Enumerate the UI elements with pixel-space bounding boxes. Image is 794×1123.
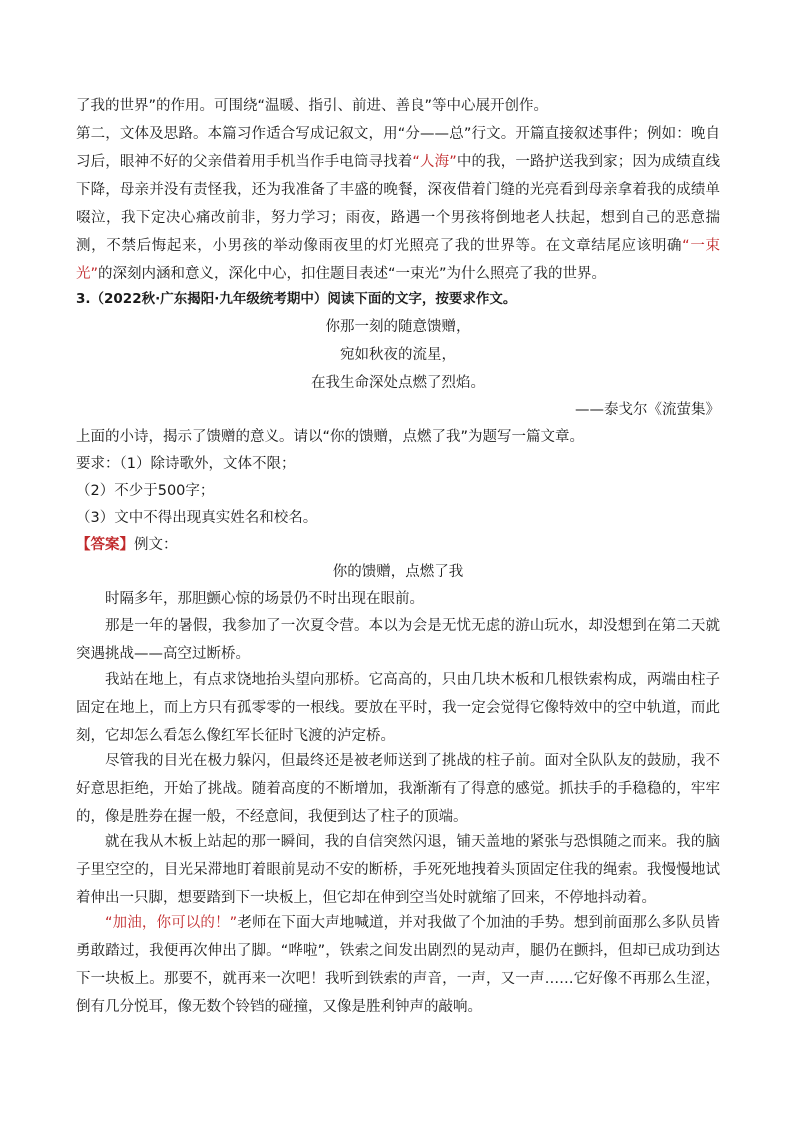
poem-line-2: 宛如秋夜的流星， [340, 347, 456, 363]
essay-title: 你的馈赠，点燃了我 [332, 564, 464, 580]
highlight-yishuguang: “一束光” [76, 238, 720, 282]
highlight-renhai: “人海” [412, 154, 457, 170]
essay-paragraph-4: 尽管我的目光在极力躲闪，但最终还是被老师送到了挑战的柱子前。面对全队队友的鼓励，我不好意思拒绝，开始了挑战。随着高度的不断增加，我渐渐有了得意的感觉。抓扶手的手稳稳的，牢牢的，像是胜券在握一般，不经意间，我便到达了柱子的顶端。 [76, 753, 720, 825]
requirement-1: 要求：（1）除诗歌外，文体不限； [76, 456, 296, 472]
writing-prompt: 上面的小诗，揭示了馈赠的意义。请以“你的馈赠，点燃了我”为题写一篇文章。 [76, 429, 585, 445]
analysis-text-b: 中的我，一路护送我到家；因为成绩直线下降，母亲并没有责怪我，还为我准备了丰盛的晚餐，深夜借着门缝的光亮看到母亲拿着我的成绩单啜泣，我下定决心痛改前非，努力学习；雨夜，路遇一个男孩将倒地老人扶起，想到自己的恶意揣测，不禁后悔起来，小男孩的举动像雨夜里的灯光照亮了我的世界等。在文章结尾应该明确 [76, 154, 721, 254]
essay-paragraph-1: 时隔多年，那胆颤心惊的场景仍不时出现在眼前。 [105, 591, 424, 607]
answer-tag-after: 例文： [134, 537, 178, 553]
essay-paragraph-2: 那是一年的暑假，我参加了一次夏令营。本以为会是无忧无虑的游山玩水，却没想到在第二天就突遇挑战——高空过断桥。 [76, 618, 720, 662]
requirement-3: （3）文中不得出现真实姓名和校名。 [76, 510, 318, 526]
continuation-text: 了我的世界”的作用。可围绕“温暖、指引、前进、善良”等中心展开创作。 [76, 98, 549, 114]
highlight-jiayou: “加油，你可以的！” [105, 915, 238, 931]
question-heading: 3.（2022秋·广东揭阳·九年级统考期中）阅读下面的文字，按要求作文。 [76, 291, 517, 307]
requirement-2: （2）不少于500字； [76, 483, 215, 499]
essay-paragraph-3: 我站在地上，有点求饶地抬头望向那桥。它高高的，只由几块木板和几根铁索构成，两端由柱子固定在地上，而上方只有孤零零的一根线。要放在平时，我一定会觉得它像特效中的空中轨道，而此刻，它却怎么看怎么像红军长征时飞渡的泸定桥。 [76, 672, 720, 744]
essay-paragraph-5: 就在我从木板上站起的那一瞬间，我的自信突然闪退，铺天盖地的紧张与恐惧随之而来。我的脑子里空空的，目光呆滞地盯着眼前晃动不安的断桥，手死死地拽着头顶固定住我的绳索。我慢慢地试着伸出一只脚，想要踏到下一块板上，但它却在伸到空当处时就缩了回来，不停地抖动着。 [76, 834, 720, 906]
analysis-text-a: 第二，文体及思路。本篇习作适合写成记叙文，用“分——总”行文。开篇直接叙述事件；例如：晚自习后，眼神不好的父亲借着用手机当作手电筒寻找着 [76, 126, 720, 170]
analysis-paragraph [76, 120, 720, 288]
essay-paragraph-6-text: 老师在下面大声地喊道，并对我做了个加油的手势。想到前面那么多队员皆勇敢踏过，我便再次伸出了脚。“哗啦”，铁索之间发出剧烈的晃动声，腿仍在颤抖，但却已成功到达下一块板上。那要不，就再来一次吧！我听到铁索的声音，一声，又一声……它好像不再那么生涩，倒有几分悦耳，像无数个铃铛的碰撞，又像是胜利钟声的敲响。 [76, 915, 720, 1015]
answer-tag: 【答案】 [76, 537, 134, 553]
analysis-text-c: 的深刻内涵和意义，深化中心，扣住题目表述“一束光”为什么照亮了我的世界。 [98, 266, 607, 282]
answer-label [76, 531, 720, 559]
essay-paragraph-6 [76, 909, 720, 1021]
poem-line-1: 你那一刻的随意馈赠， [325, 319, 471, 335]
continuation-line [76, 92, 720, 120]
poem-source: ——泰戈尔《流萤集》 [575, 402, 720, 418]
poem-line-3: 在我生命深处点燃了烈焰。 [311, 375, 485, 391]
